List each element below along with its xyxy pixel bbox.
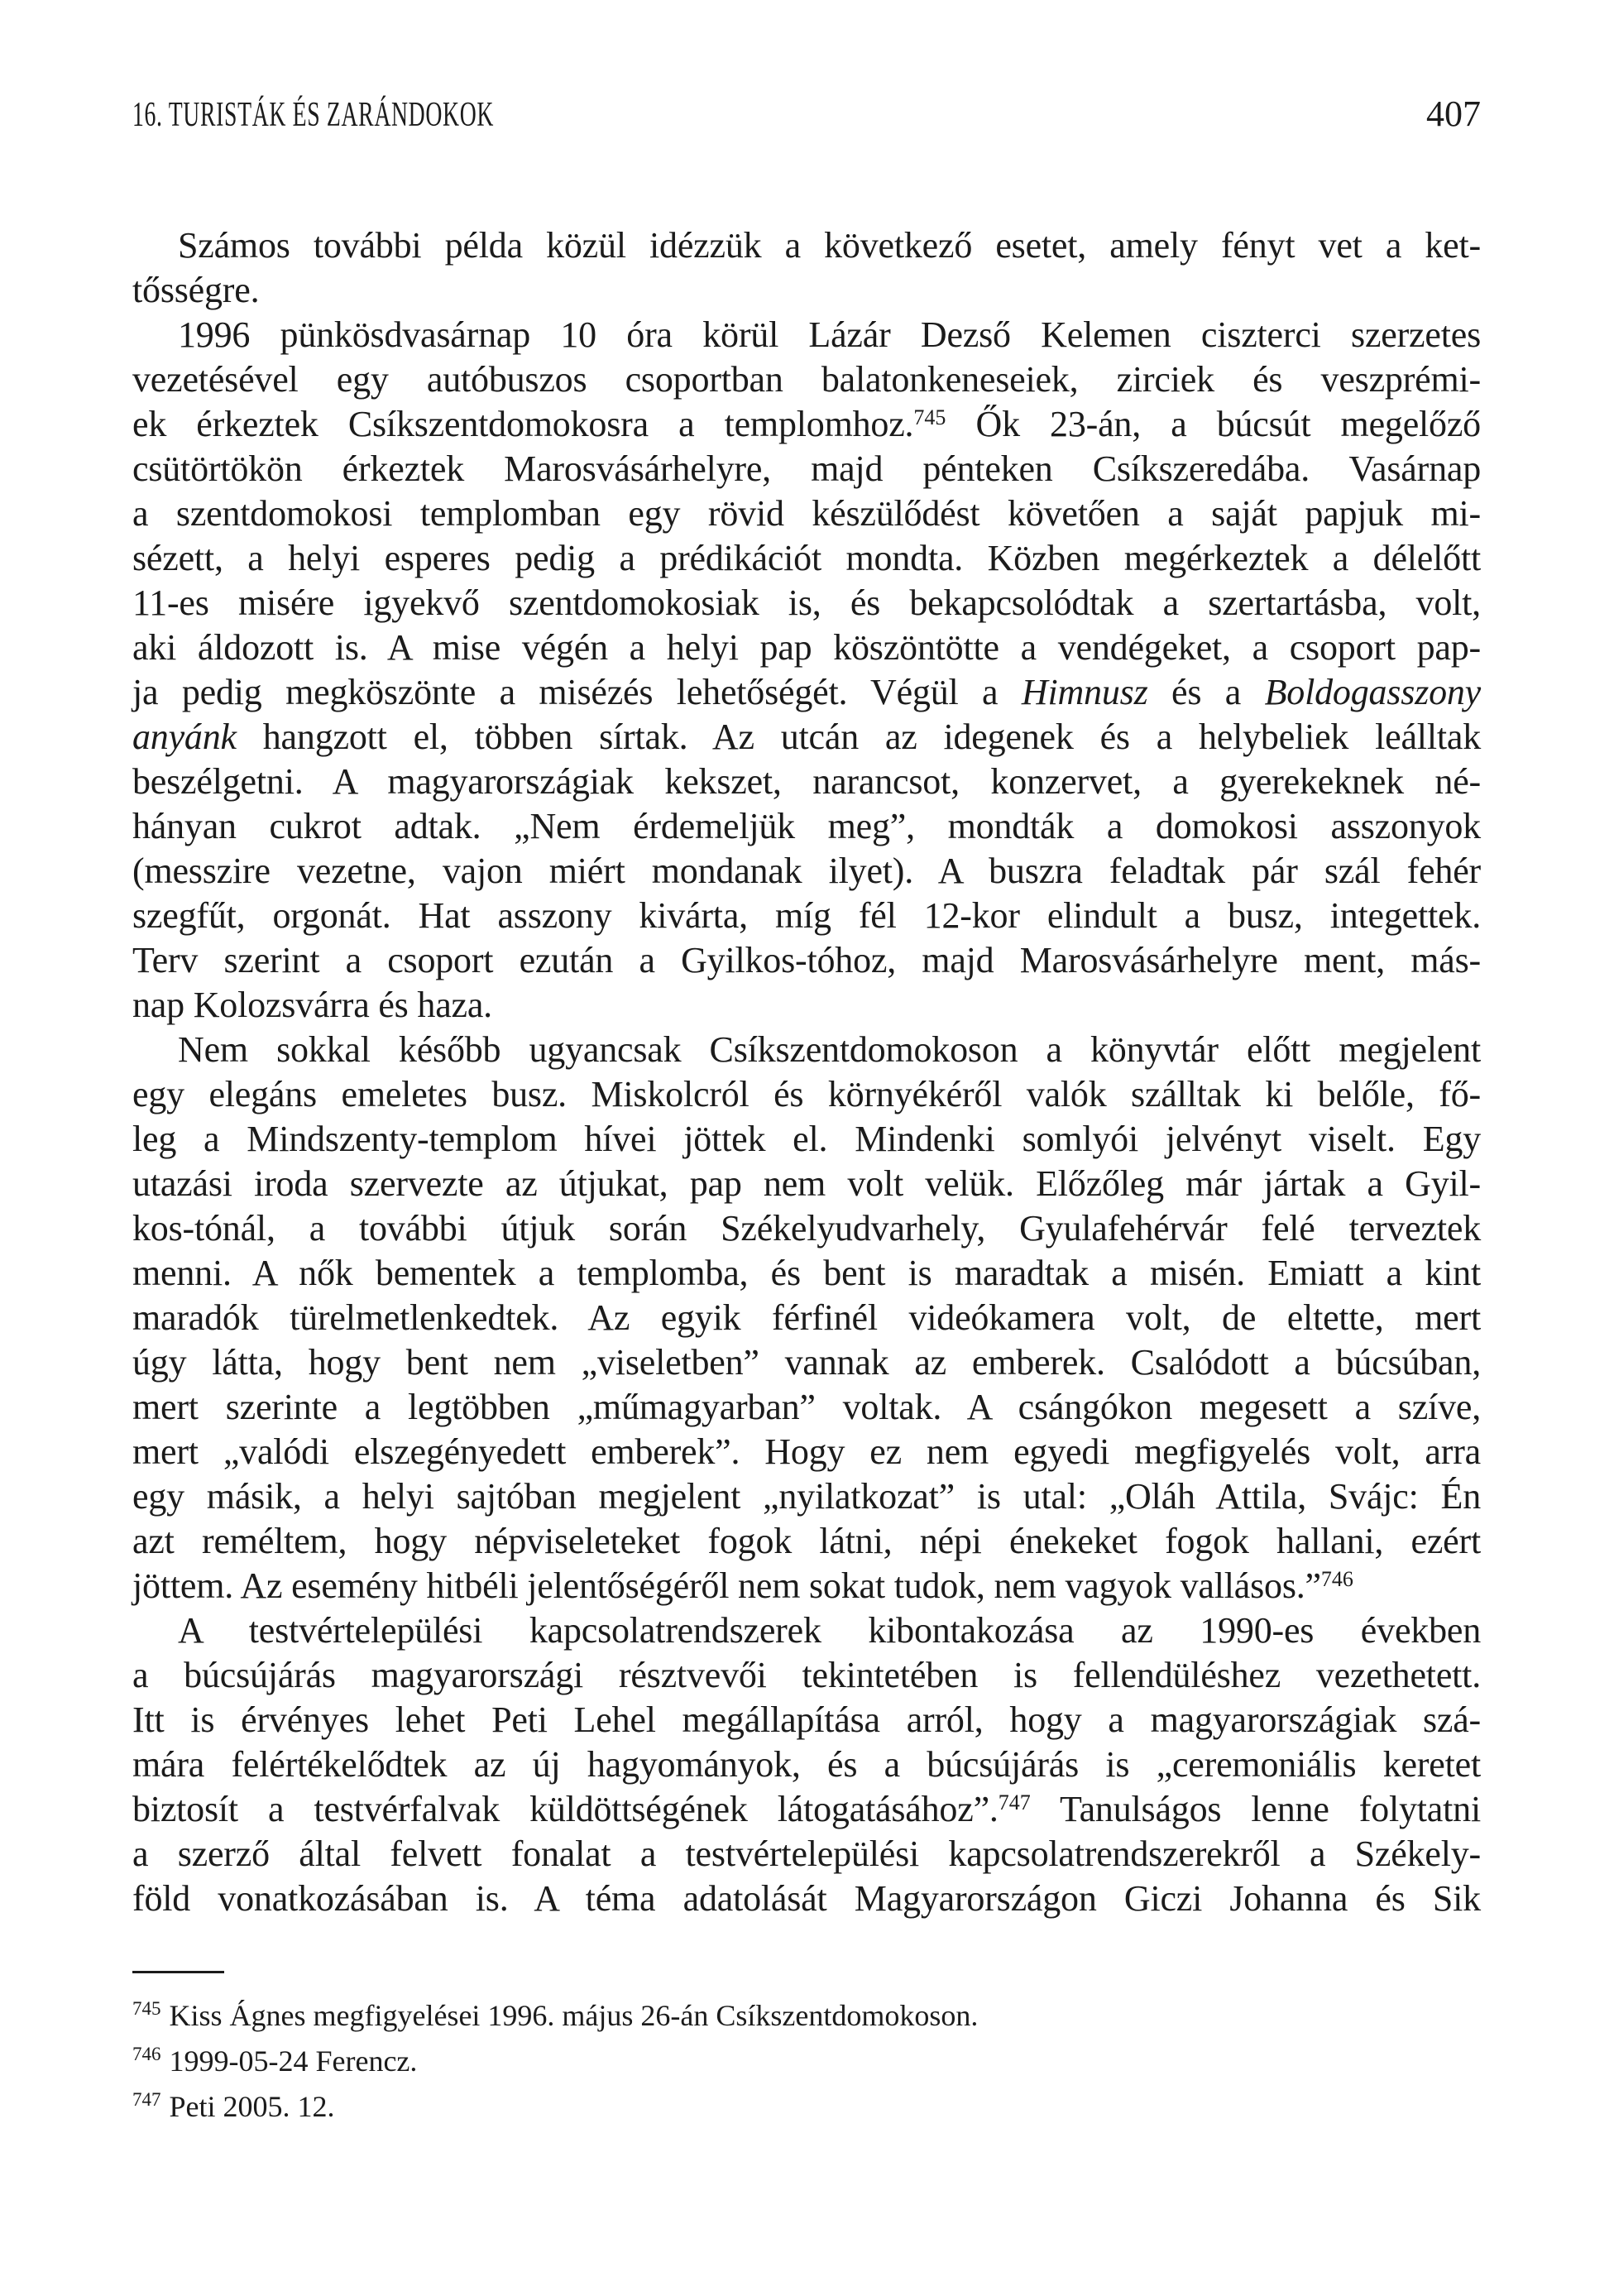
text-run: egy másik, a helyi sajtóban megjelent „nyilatkozat” is utal: „Oláh Attila, Svájc: Én — [132, 1476, 1481, 1517]
text-run: a búcsújárás magyarországi résztvevői tekintetében is fellendüléshez vezethetett. — [132, 1655, 1481, 1695]
text-line — [132, 268, 1481, 313]
text-line — [132, 1385, 1481, 1430]
text-run: kos-tónál, a további útjuk során Székelyudvarhely, Gyulafehérvár felé terveztek — [132, 1208, 1481, 1249]
footnote-text: 1999-05-24 Ferencz. — [169, 2044, 418, 2078]
text-run: 11-es misére igyekvő szentdomokosiak is, és bekapcsolódtak a szertartásba, volt, — [132, 582, 1481, 623]
text-line — [132, 983, 1481, 1028]
text-line — [132, 1519, 1481, 1564]
text-line — [132, 313, 1481, 357]
text-run: aki áldozott is. A mise végén a helyi pap köszöntötte a vendégeket, a csoport pap- — [132, 627, 1481, 668]
text-line — [132, 1206, 1481, 1251]
text-run: utazási iroda szervezte az útjukat, pap nem volt velük. Előzőleg már jártak a Gyil- — [132, 1163, 1481, 1204]
text-run: sézett, a helyi esperes pedig a prédikációt mondta. Közben megérkeztek a délelőtt — [132, 538, 1481, 578]
text-line — [132, 1028, 1481, 1072]
footnote-number: 747 — [132, 2089, 161, 2111]
text-run: vezetésével egy autóbuszos csoportban balatonkeneseiek, zirciek és veszprémi- — [132, 359, 1481, 400]
text-run: maradók türelmetlenkedtek. Az egyik férfinél videókamera volt, de eltette, mert — [132, 1297, 1481, 1338]
text-run: egy elegáns emeletes busz. Miskolcról és környékéről valók szálltak ki belőle, fő- — [132, 1074, 1481, 1114]
text-run: Nem sokkal később ugyancsak Csíkszentdomokoson a könyvtár előtt megjelent — [178, 1029, 1481, 1070]
paragraph — [132, 1608, 1481, 1921]
text-run: szegfűt, orgonát. Hat asszony kivárta, míg fél 12-kor elindult a busz, integettek. — [132, 895, 1481, 936]
footnote-reference: 747 — [998, 1790, 1031, 1814]
text-run: hányan cukrot adtak. „Nem érdemeljük meg”, mondták a domokosi asszonyok — [132, 806, 1481, 846]
text-line — [132, 804, 1481, 849]
text-run: Tanulságos lenne folytatni — [1030, 1789, 1481, 1829]
text-run: nap Kolozsvárra és haza. — [132, 985, 492, 1025]
text-line — [132, 1251, 1481, 1296]
text-run: mert szerinte a legtöbben „műmagyarban” voltak. A csángókon megesett a szíve, — [132, 1387, 1481, 1427]
text-line — [132, 1608, 1481, 1653]
text-line — [132, 1698, 1481, 1742]
text-run: mára felértékelődtek az új hagyományok, és a búcsújárás is „ceremoniális keretet — [132, 1744, 1481, 1785]
text-run: Itt is érvényes lehet Peti Lehel megállapítása arról, hogy a magyarországiak szá- — [132, 1699, 1481, 1740]
text-run: biztosít a testvérfalvak küldöttségének látogatásához”. — [132, 1789, 999, 1829]
text-line — [132, 1474, 1481, 1519]
footnote-text: Peti 2005. 12. — [169, 2090, 335, 2123]
footnote — [132, 1993, 1481, 2039]
text-line — [132, 1162, 1481, 1206]
paragraph — [132, 313, 1481, 1028]
text-run: úgy látta, hogy bent nem „viseletben” vannak az emberek. Csalódott a búcsúban, — [132, 1342, 1481, 1383]
text-run: a szentdomokosi templomban egy rövid készülődést követően a saját papjuk mi- — [132, 493, 1481, 534]
paragraph — [132, 223, 1481, 313]
text-line — [132, 760, 1481, 804]
running-head: 16. TURISTÁK ÉS ZARÁNDOKOK — [132, 96, 495, 134]
text-run: ek érkeztek Csíkszentdomokosra a templomhoz. — [132, 404, 914, 444]
text-run: csütörtökön érkeztek Marosvásárhelyre, majd pénteken Csíkszeredába. Vasárnap — [132, 448, 1481, 489]
paragraph — [132, 1028, 1481, 1608]
text-line — [132, 491, 1481, 536]
text-line — [132, 536, 1481, 581]
footnote-number: 746 — [132, 2044, 161, 2065]
text-run: A testvértelepülési kapcsolatrendszerek kibontakozása az 1990-es években — [178, 1610, 1481, 1651]
text-line — [132, 1787, 1481, 1832]
text-run: (messzire vezetne, vajon miért mondanak ilyet). A buszra feladtak pár szál fehér — [132, 851, 1481, 891]
text-run: jöttem. Az esemény hitbéli jelentőségéről nem sokat tudok, nem vagyok vallásos.” — [132, 1565, 1321, 1606]
text-run: beszélgetni. A magyarországiak kekszet, narancsot, konzervet, a gyerekeknek né- — [132, 761, 1481, 802]
text-line — [132, 849, 1481, 894]
text-line — [132, 1430, 1481, 1474]
footnote-number: 745 — [132, 1998, 161, 2020]
text-line — [132, 1117, 1481, 1162]
text-run: leg a Mindszenty-templom hívei jöttek el. Mindenki somlyói jelvényt viselt. Egy — [132, 1119, 1481, 1159]
text-line — [132, 626, 1481, 670]
text-line — [132, 715, 1481, 760]
text-run: mert „valódi elszegényedett emberek”. Hogy ez nem egyedi megfigyelés volt, arra — [132, 1431, 1481, 1472]
footnote-reference: 745 — [913, 405, 946, 429]
text-line — [132, 581, 1481, 626]
footnote-reference: 746 — [1320, 1566, 1353, 1591]
text-line — [132, 357, 1481, 402]
text-line — [132, 938, 1481, 983]
text-line — [132, 1296, 1481, 1340]
text-line — [132, 1564, 1481, 1608]
text-run: hangzott el, többen sírtak. Az utcán az idegenek és a helybeliek leálltak — [236, 717, 1481, 757]
italic-text: Himnusz — [1021, 672, 1148, 712]
text-run: ja pedig megköszönte a misézés lehetőségét. Végül a — [132, 672, 1022, 712]
page-number: 407 — [1426, 93, 1481, 134]
text-line — [132, 402, 1481, 447]
text-line — [132, 894, 1481, 938]
text-run: Ők 23-án, a búcsút megelőző — [946, 404, 1481, 444]
footnote — [132, 2084, 1481, 2130]
text-line — [132, 447, 1481, 491]
text-run: tősségre. — [132, 270, 260, 310]
italic-text: anyánk — [132, 717, 237, 757]
text-run: Terv szerint a csoport ezután a Gyilkos-tóhoz, majd Marosvásárhelyre ment, más- — [132, 940, 1481, 980]
text-line — [132, 1877, 1481, 1921]
footnote-text: Kiss Ágnes megfigyelései 1996. május 26-án Csíkszentdomokoson. — [169, 1999, 979, 2032]
text-run: menni. A nők bementek a templomba, és bent is maradtak a misén. Emiatt a kint — [132, 1253, 1481, 1293]
text-line — [132, 670, 1481, 715]
text-run: a szerző által felvett fonalat a testvértelepülési kapcsolatrendszerekről a Székely- — [132, 1833, 1481, 1874]
body-text — [132, 223, 1481, 1921]
text-line — [132, 1340, 1481, 1385]
italic-text: Boldogasszony — [1264, 672, 1481, 712]
text-line — [132, 1072, 1481, 1117]
footnote-separator-rule — [132, 1971, 224, 1973]
page-header — [132, 93, 1481, 132]
text-line — [132, 1653, 1481, 1698]
text-line — [132, 1832, 1481, 1877]
text-run: Számos további példa közül idézzük a következő esetet, amely fényt vet a ket- — [178, 225, 1481, 266]
text-line — [132, 1742, 1481, 1787]
text-run: 1996 pünkösdvasárnap 10 óra körül Lázár Dezső Kelemen ciszterci szerzetes — [178, 314, 1481, 355]
text-line — [132, 223, 1481, 268]
text-run: azt reméltem, hogy népviseleteket fogok látni, népi énekeket fogok hallani, ezért — [132, 1521, 1481, 1561]
footnote — [132, 2039, 1481, 2084]
text-run: és a — [1147, 672, 1265, 712]
footnotes-section — [132, 1971, 1481, 2130]
footnote-list — [132, 1993, 1481, 2130]
text-run: föld vonatkozásában is. A téma adatolását Magyarországon Giczi Johanna és Sik — [132, 1878, 1481, 1919]
